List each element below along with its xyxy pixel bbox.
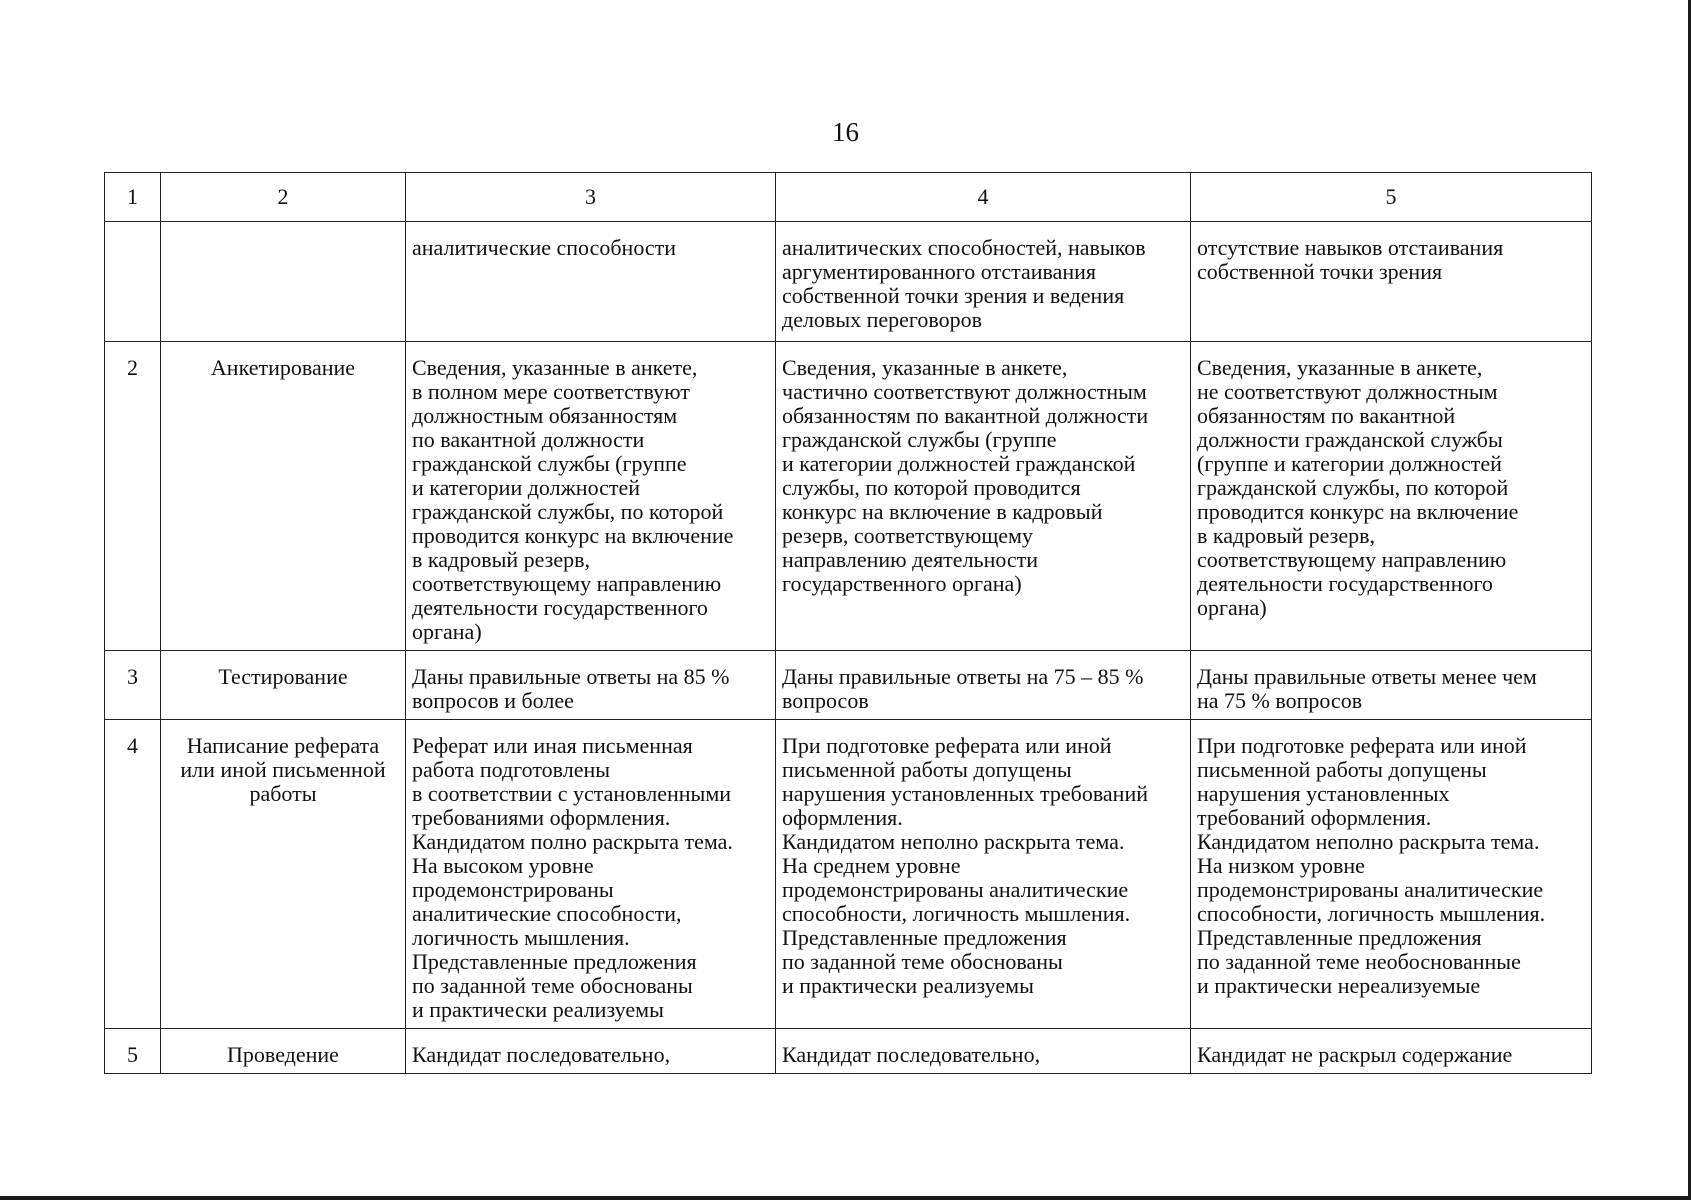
header-cell-1: 1 <box>105 173 161 222</box>
method-name: Тестирование <box>161 651 406 720</box>
table-row <box>105 342 1592 651</box>
header-cell-4: 4 <box>776 173 1191 222</box>
page-number: 16 <box>832 117 859 147</box>
row-number: 4 <box>105 720 161 1029</box>
criteria-low: Кандидат не раскрыл содержание <box>1191 1029 1592 1074</box>
method-name: Написание реферата или иной письменной работы <box>161 720 406 1029</box>
criteria-medium: Даны правильные ответы на 75 – 85 % вопросов <box>776 651 1191 720</box>
criteria-medium: Кандидат последовательно, <box>776 1029 1191 1074</box>
criteria-high: аналитические способности <box>406 222 776 342</box>
criteria-low: При подготовке реферата или иной письменной работы допущены нарушения установленных требований оформления. Кандидатом неполно раскрыта тема. На низком уровне продемонстрированы аналитические способности, логичность мышления. Представленные предложения по заданной теме необоснованные и практически нереализуемые <box>1191 720 1592 1029</box>
row-number: 3 <box>105 651 161 720</box>
row-number: 5 <box>105 1029 161 1074</box>
criteria-medium: При подготовке реферата или иной письменной работы допущены нарушения установленных требований оформления. Кандидатом неполно раскрыта тема. На среднем уровне продемонстрированы аналитические способности, логичность мышления. Представленные предложения по заданной теме обоснованы и практически реализуемы <box>776 720 1191 1029</box>
header-cell-3: 3 <box>406 173 776 222</box>
method-name <box>161 222 406 342</box>
table-header-row <box>105 173 1592 222</box>
table-row <box>105 1029 1592 1074</box>
header-cell-5: 5 <box>1191 173 1592 222</box>
criteria-high: Даны правильные ответы на 85 % вопросов и более <box>406 651 776 720</box>
method-name: Анкетирование <box>161 342 406 651</box>
table-row <box>105 720 1592 1029</box>
evaluation-criteria-table <box>104 172 1592 1074</box>
criteria-low: отсутствие навыков отстаивания собственной точки зрения <box>1191 222 1592 342</box>
criteria-high: Кандидат последовательно, <box>406 1029 776 1074</box>
criteria-high: Сведения, указанные в анкете, в полном мере соответствуют должностным обязанностям по вакантной должности гражданской службы (группе и категории должностей гражданской службы, по которой проводится конкурс на включение в кадровый резерв, соответствующему направлению деятельности государственного органа) <box>406 342 776 651</box>
method-name: Проведение <box>161 1029 406 1074</box>
criteria-medium: аналитических способностей, навыков аргументированного отстаивания собственной точки зрения и ведения деловых переговоров <box>776 222 1191 342</box>
criteria-medium: Сведения, указанные в анкете, частично соответствуют должностным обязанностям по вакантной должности гражданской службы (группе и категории должностей гражданской службы, по которой проводится конкурс на включение в кадровый резерв, соответствующему направлению деятельности государственного органа) <box>776 342 1191 651</box>
criteria-low: Даны правильные ответы менее чем на 75 % вопросов <box>1191 651 1592 720</box>
table-row <box>105 651 1592 720</box>
row-number: 2 <box>105 342 161 651</box>
table-row <box>105 222 1592 342</box>
scan-edge-bottom <box>0 1196 1691 1200</box>
row-number <box>105 222 161 342</box>
criteria-low: Сведения, указанные в анкете, не соответствуют должностным обязанностям по вакантной должности гражданской службы (группе и категории должностей гражданской службы, по которой проводится конкурс на включение в кадровый резерв, соответствующему направлению деятельности государственного органа) <box>1191 342 1592 651</box>
criteria-high: Реферат или иная письменная работа подготовлены в соответствии с установленными требованиями оформления. Кандидатом полно раскрыта тема. На высоком уровне продемонстрированы аналитические способности, логичность мышления. Представленные предложения по заданной теме обоснованы и практически реализуемы <box>406 720 776 1029</box>
header-cell-2: 2 <box>161 173 406 222</box>
